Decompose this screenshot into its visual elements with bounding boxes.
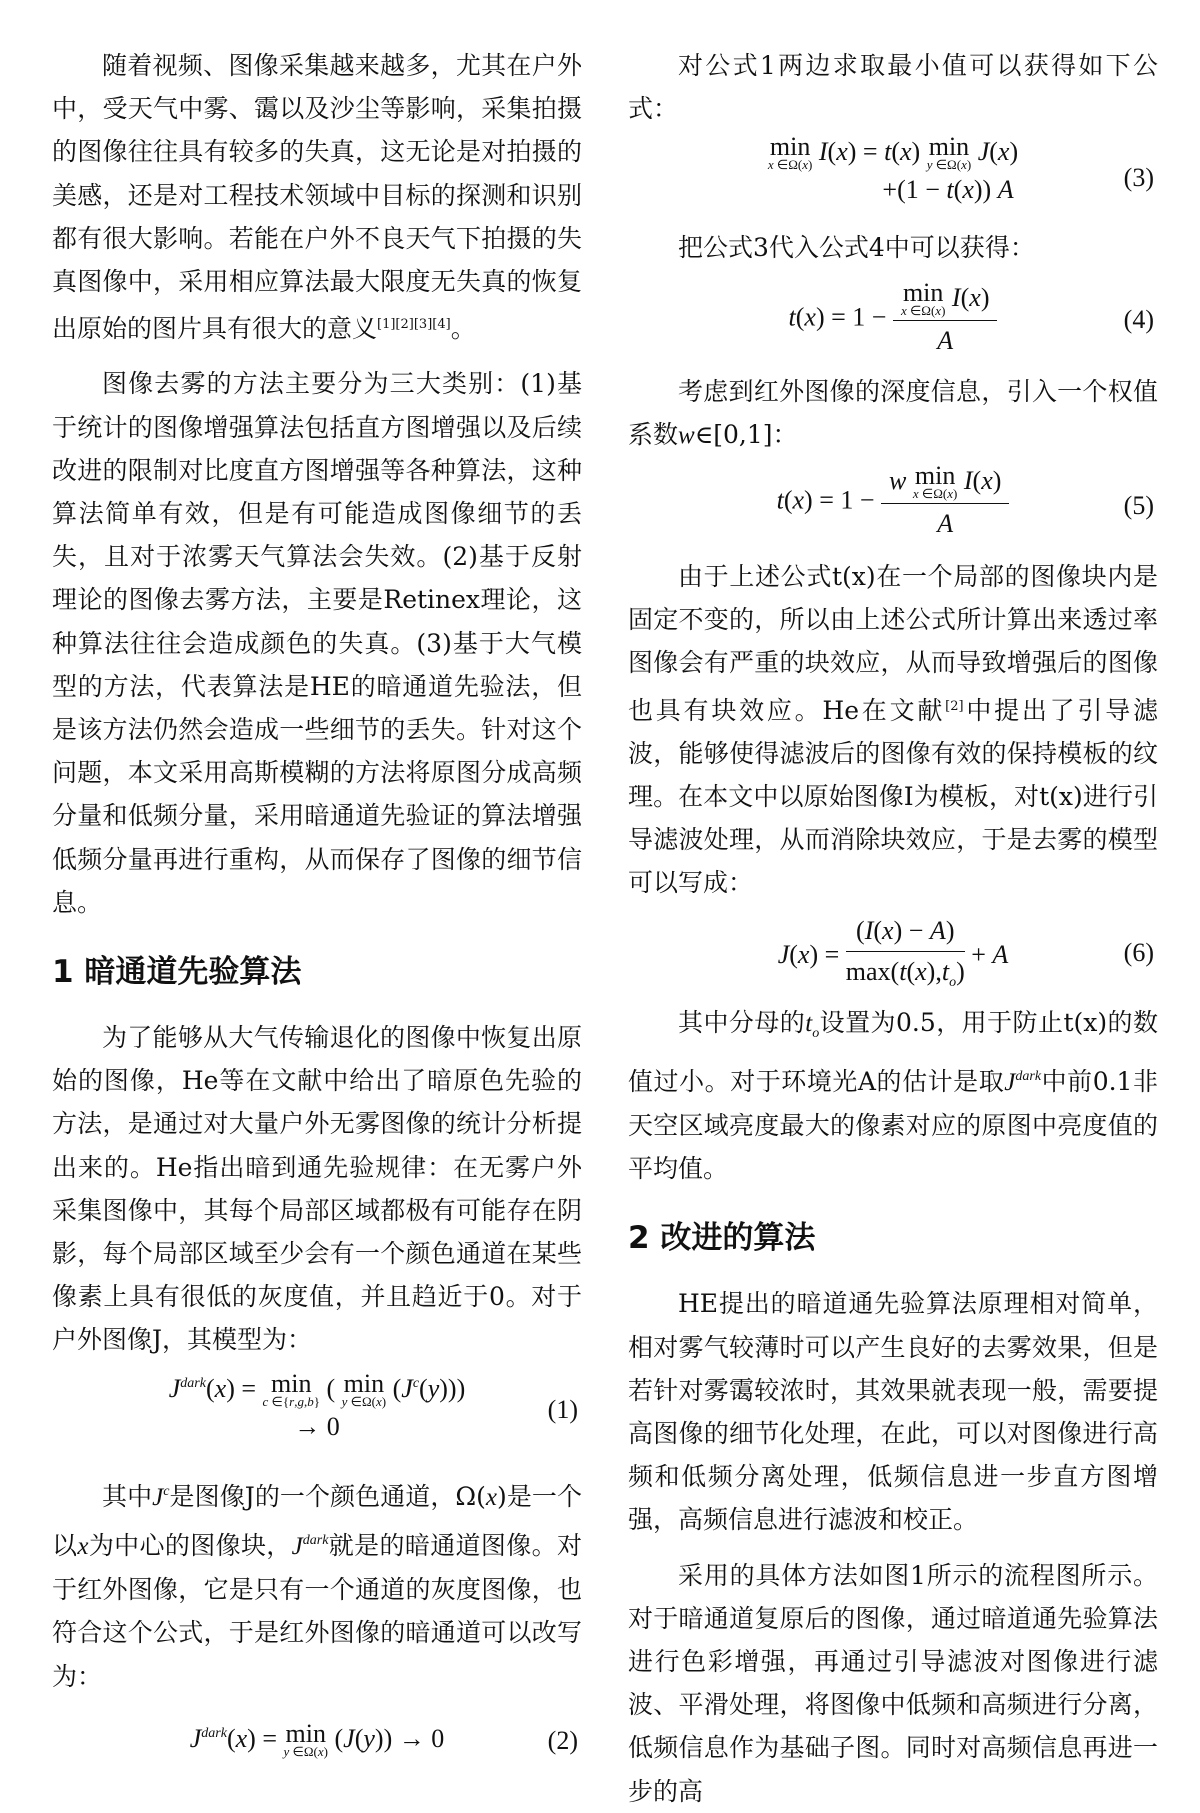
equation-6: J(x) = $\frac{(I(x) - A)}{\max(t(x),t_o)}$ + A (6) (628, 905, 1158, 1001)
equation-number: (1) (547, 1394, 578, 1424)
citation: [2] (945, 698, 964, 714)
equation-number: (2) (547, 1725, 578, 1755)
equation-number: (5) (1123, 491, 1154, 521)
equation-5: t(x) = 1 − w min x ∈Ω(x) I(x) A (5) (776, 461, 1154, 539)
section-heading-2: 2 改进的算法 (628, 1220, 816, 1257)
equation-number: (4) (1123, 304, 1154, 334)
equation-2: $J^{dark}(x) = \min$ y ∈Ω(x) (J(y)) → 0 (2) (189, 1718, 578, 1759)
citation: [1][2][3][4] (377, 317, 451, 333)
intro-paragraph: 随着视频、图像采集越来越多，尤其在户外中，受天气中雾、霭以及沙尘等影响，采集拍摄的图像往往具有较多的失真，这无论是对拍摄的美感，还是对工程技术领域中目标的探测和识别都有很大影响。若能在户外不良天气下拍摄的失真图像中，采用相应算法最大限度无失真的恢复出原始的图片具有很大的意义[1][2][3][4]。 (52, 51, 582, 344)
weight-paragraph: 考虑到红外图像的深度信息，引入一个权值系数w∈[0,1]： (628, 376, 1158, 449)
substitute-paragraph: 把公式3代入公式4中可以获得： (678, 233, 1035, 263)
guided-filter-paragraph: 由于上述公式t(x)在一个局部的图像块内是固定不变的，所以由上述公式所计算出来透过率图像会有严重的块效应，从而导致增强后的图像也具有块效应。He在文献[2]中提出了引导滤波，能够使得滤波后的图像有效的保持模板的纹理。在本文中以原始图像I为模板，对t(x)进行引导滤波处理，从而消除块效应，于是去雾的模型可以写成： (628, 562, 1158, 898)
ambient-light-paragraph: 其中分母的$t_o$设置为0.5，用于防止t(x)的数值过小。对于环境光A的估计是取$J^{dark}$中前0.1非天空区域亮度最大的像素对应的原图中亮度值的平均值。 (628, 1007, 1158, 1184)
dark-channel-paragraph: 为了能够从大气传输退化的图像中恢复出原始的图像，He等在文献中给出了暗原色先验的方法，是通过对大量户外无雾图像的统计分析提出来的。He指出暗到通先验规律：在无雾户外采集图像中，其每个局部区域都极有可能存在阴影，每个局部区域至少会有一个颜色通道在某些像素上具有很低的灰度值，并且趋近于0。对于户外图像J，其模型为： (52, 1023, 582, 1355)
equation-4: t(x) = 1 − min x ∈Ω(x) I(x) A (4) (788, 277, 1154, 355)
min-paragraph: 对公式1两边求取最小值可以获得如下公式： (628, 51, 1158, 124)
equation-number: (6) (1123, 937, 1154, 967)
equation-3: min x ∈Ω(x) I(x) = t(x) min y ∈Ω(x) J(x) +(1 − t(x)) A (3) (767, 132, 1154, 205)
right-column (628, 44, 1158, 1813)
equation-number: (3) (1123, 163, 1154, 193)
methods-paragraph: 图像去雾的方法主要分为三大类别：(1)基于统计的图像增强算法包括直方图增强以及后续改进的限制对比度直方图增强等各种算法，这种算法简单有效，但是有可能造成图像细节的丢失，且对于浓雾天气算法会失效。(2)基于反射理论的图像去雾方法，主要是Retinex理论，这种算法往往会造成颜色的失真。(3)基于大气模型的方法，代表算法是HE的暗通道先验法，但是该方法仍然会造成一些细节的丢失。针对这个问题，本文采用高斯模糊的方法将原图分成高频分量和低频分量，采用暗通道先验证的算法增强低频分量再进行重构，从而保存了图像的细节信息。 (52, 369, 582, 917)
improved-algorithm-paragraph: HE提出的暗道通先验算法原理相对简单，相对雾气较薄时可以产生良好的去雾效果，但是若针对雾霭较浓时，其效果就表现一般，需要提高图像的细节化处理，在此，可以对图像进行高频和低频分离处理，低频信息进一步直方图增强，高频信息进行滤波和校正。 (628, 1289, 1158, 1535)
equation-1: $J^{dark}(x) = \min$ c ∈{r,g,b} ( min y ∈Ω(x) $(J^c(y))$) → 0 (1) (168, 1368, 578, 1441)
section-heading-1: 1 暗通道先验算法 (52, 954, 302, 991)
left-column (52, 44, 582, 1776)
channel-paragraph: 其中$J^c$是图像J的一个颜色通道，Ω(x)是一个以x为中心的图像块，$J^{dark}$就是的暗通道图像。对于红外图像，它是只有一个通道的灰度图像，也符合这个公式，于是红外图像的暗通道可以改写为： (52, 1481, 582, 1691)
method-flow-paragraph: 采用的具体方法如图1所示的流程图所示。对于暗通道复原后的图像，通过暗道通先验算法进行色彩增强，再通过引导滤波对图像进行滤波、平滑处理，将图像中低频和高频进行分离，低频信息作为基础子图。同时对高频信息再进一步的高 (628, 1560, 1158, 1806)
